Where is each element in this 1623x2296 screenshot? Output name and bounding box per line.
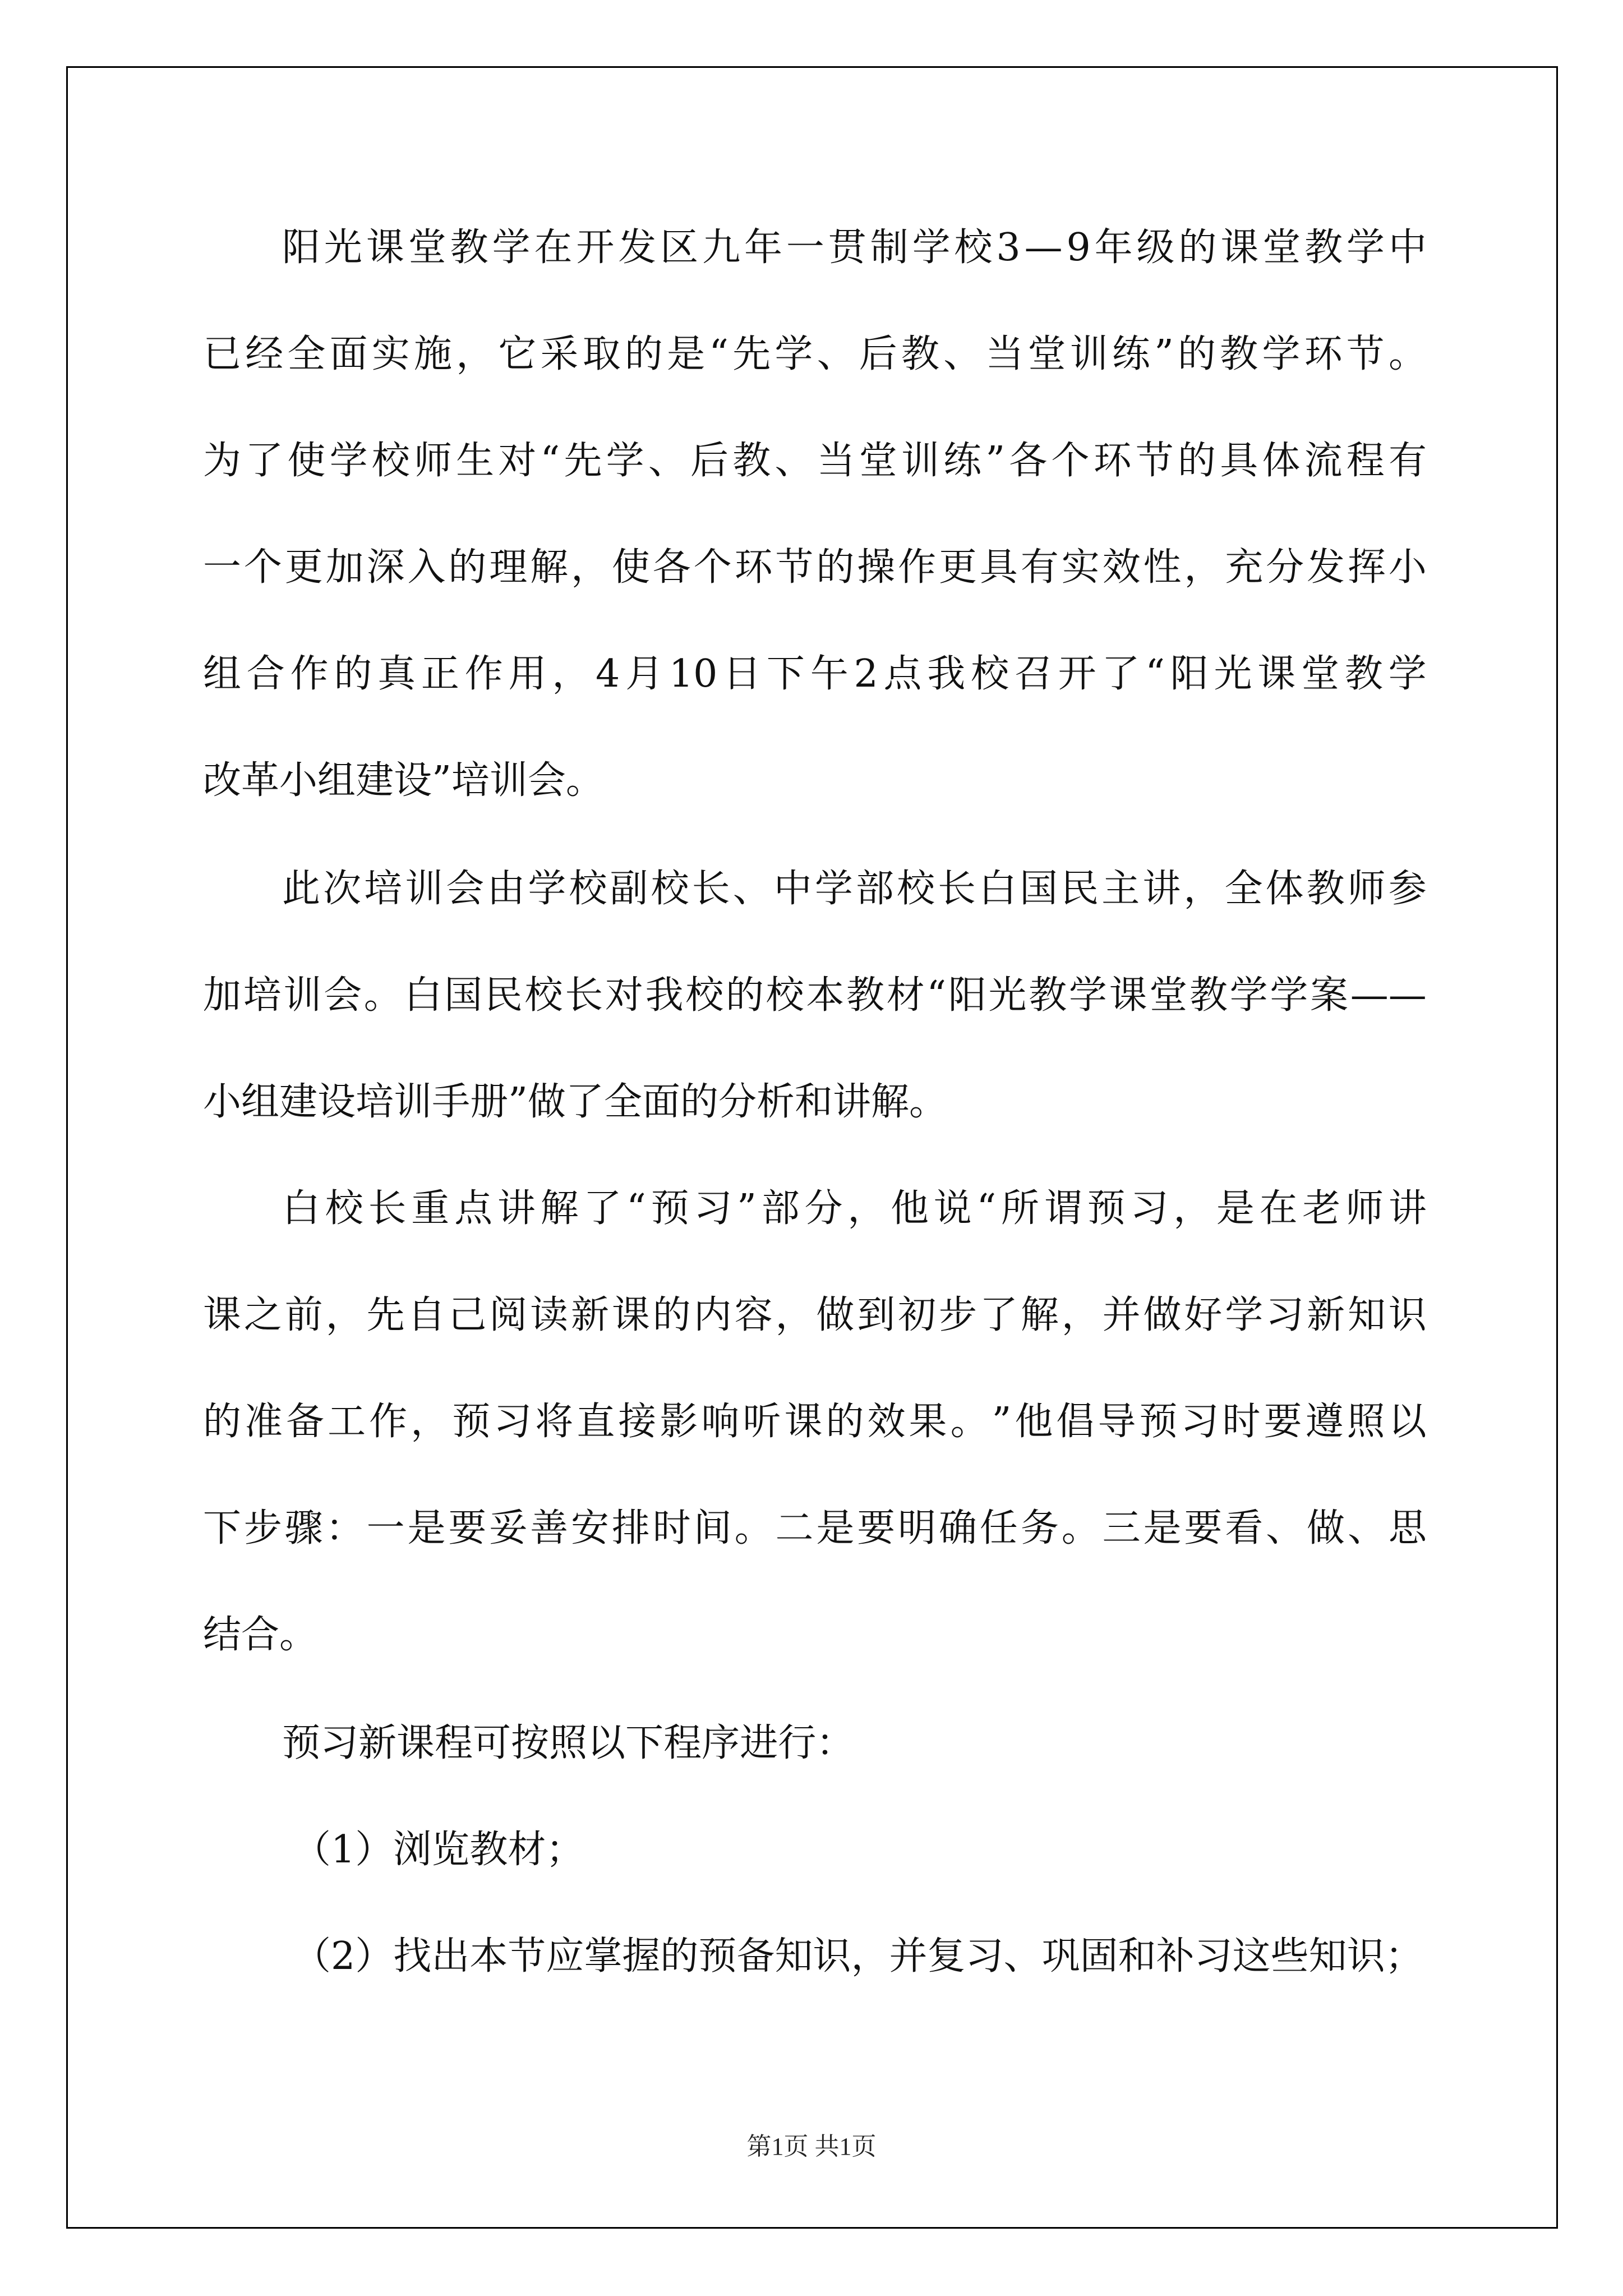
- text-line: 组 合 作 的 真 正 作 用 ， 4 月 10 日 下 午 2 点 我 校 召 开 了 “ 阳 光 课 堂 教 学: [203, 652, 1427, 696]
- page-border: [66, 66, 1558, 2229]
- text-line: （ 1 ） 浏 览 教 材 ；: [293, 1828, 584, 1872]
- text-line: 下 步 骤 ： 一 是 要 妥 善 安 排 时 间 。 二 是 要 明 确 任 务 。 三 是 要 看 、 做 、 思: [203, 1506, 1427, 1550]
- text-line: 加 培 训 会 。 白 国 民 校 长 对 我 校 的 校 本 教 材 “ 阳 光 教 学 课 堂 教 学 学 案 ——: [203, 973, 1427, 1018]
- text-line: 小 组 建 设 培 训 手 册 ” 做 了 全 面 的 分 析 和 讲 解 。: [203, 1080, 948, 1124]
- page-footer: 第1页 共1页: [746, 2133, 877, 2160]
- text-line: 结 合 。: [203, 1613, 318, 1657]
- text-line: 阳 光 课 堂 教 学 在 开 发 区 九 年 一 贯 制 学 校 3 — 9 年 级 的 课 堂 教 学 中: [282, 226, 1427, 270]
- text-line: 为 了 使 学 校 师 生 对 “ 先 学 、 后 教 、 当 堂 训 练 ” 各 个 环 节 的 具 体 流 程 有: [203, 439, 1427, 483]
- text-line: 此 次 培 训 会 由 学 校 副 校 长 、 中 学 部 校 长 白 国 民 主 讲 ， 全 体 教 师 参: [282, 867, 1427, 911]
- text-line: 的 准 备 工 作 ， 预 习 将 直 接 影 响 听 课 的 效 果 。 ” 他 倡 导 预 习 时 要 遵 照 以: [203, 1400, 1427, 1444]
- text-line: 白 校 长 重 点 讲 解 了 “ 预 习 ” 部 分 ， 他 说 “ 所 谓 预 习 ， 是 在 老 师 讲: [282, 1186, 1427, 1231]
- text-line: 改 革 小 组 建 设 ” 培 训 会 。: [203, 758, 604, 803]
- text-line: 课 之 前 ， 先 自 己 阅 读 新 课 的 内 容 ， 做 到 初 步 了 解 ， 并 做 好 学 习 新 知 识: [203, 1293, 1427, 1337]
- text-line: （ 2 ） 找 出 本 节 应 掌 握 的 预 备 知 识 ， 并 复 习 、 巩 固 和 补 习 这 些 知 识 ；: [293, 1934, 1423, 1978]
- text-line: 预 习 新 课 程 可 按 照 以 下 程 序 进 行 ：: [282, 1721, 855, 1765]
- text-line: 一 个 更 加 深 入 的 理 解 ， 使 各 个 环 节 的 操 作 更 具 有 实 效 性 ， 充 分 发 挥 小: [203, 545, 1427, 590]
- text-line: 已 经 全 面 实 施 ， 它 采 取 的 是 “ 先 学 、 后 教 、 当 堂 训 练 ” 的 教 学 环 节 。: [203, 332, 1427, 376]
